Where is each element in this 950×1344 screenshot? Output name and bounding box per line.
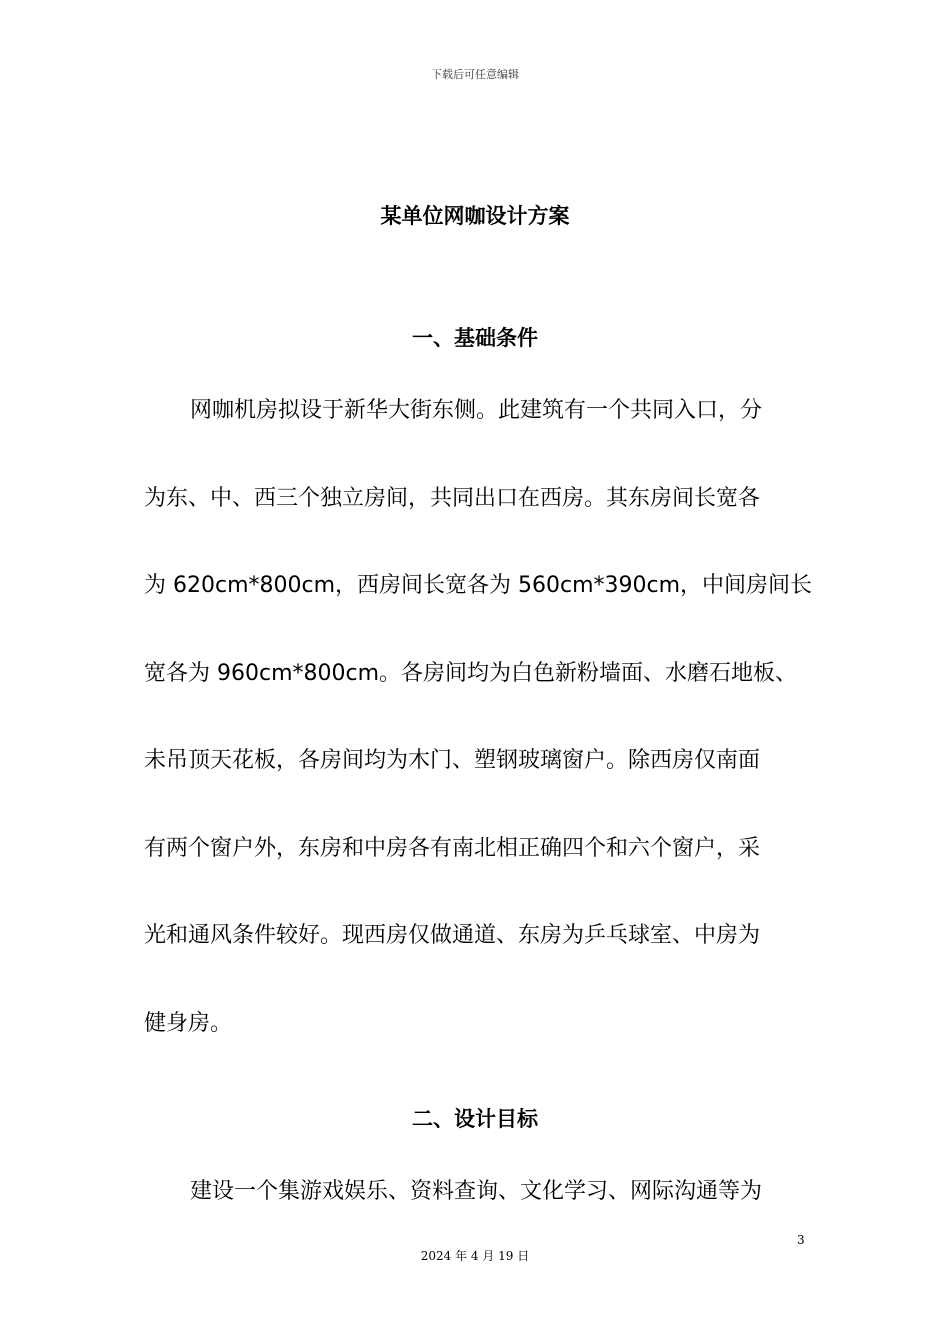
paragraph-line: 宽各为 960cm*800cm。各房间均为白色新粉墙面、水磨石地板、 (144, 660, 798, 686)
page-number: 3 (797, 1233, 805, 1247)
paragraph-line: 建设一个集游戏娱乐、资料查询、文化学习、网际沟通等为 (190, 1179, 763, 1204)
paragraph-line: 网咖机房拟设于新华大街东侧。此建筑有一个共同入口，分 (190, 398, 763, 423)
section-heading-basic-conditions: 一、基础条件 (412, 326, 538, 350)
paragraph-line: 为东、中、西三个独立房间，共同出口在西房。其东房间长宽各 (144, 485, 761, 511)
paragraph-line: 光和通风条件较好。现西房仅做通道、东房为乒乓球室、中房为 (144, 923, 761, 948)
paragraph-basic-conditions (144, 367, 813, 1067)
section-heading-design-goals: 二、设计目标 (412, 1107, 538, 1131)
paragraph-design-goals (144, 1148, 808, 1236)
paragraph-line: 健身房。 (144, 1010, 233, 1036)
document-title: 某单位网咖设计方案 (380, 204, 570, 228)
paragraph-line: 为 620cm*800cm，西房间长宽各为 560cm*390cm，中间房间长 (144, 573, 813, 598)
paragraph-line: 有两个窗户外，东房和中房各有南北相正确四个和六个窗户，采 (144, 835, 761, 861)
header-note: 下载后可任意编辑 (431, 68, 519, 81)
footer-date: 2024 年 4 月 19 日 (420, 1249, 530, 1263)
paragraph-line: 未吊顶天花板，各房间均为木门、塑钢玻璃窗户。除西房仅南面 (144, 748, 761, 773)
